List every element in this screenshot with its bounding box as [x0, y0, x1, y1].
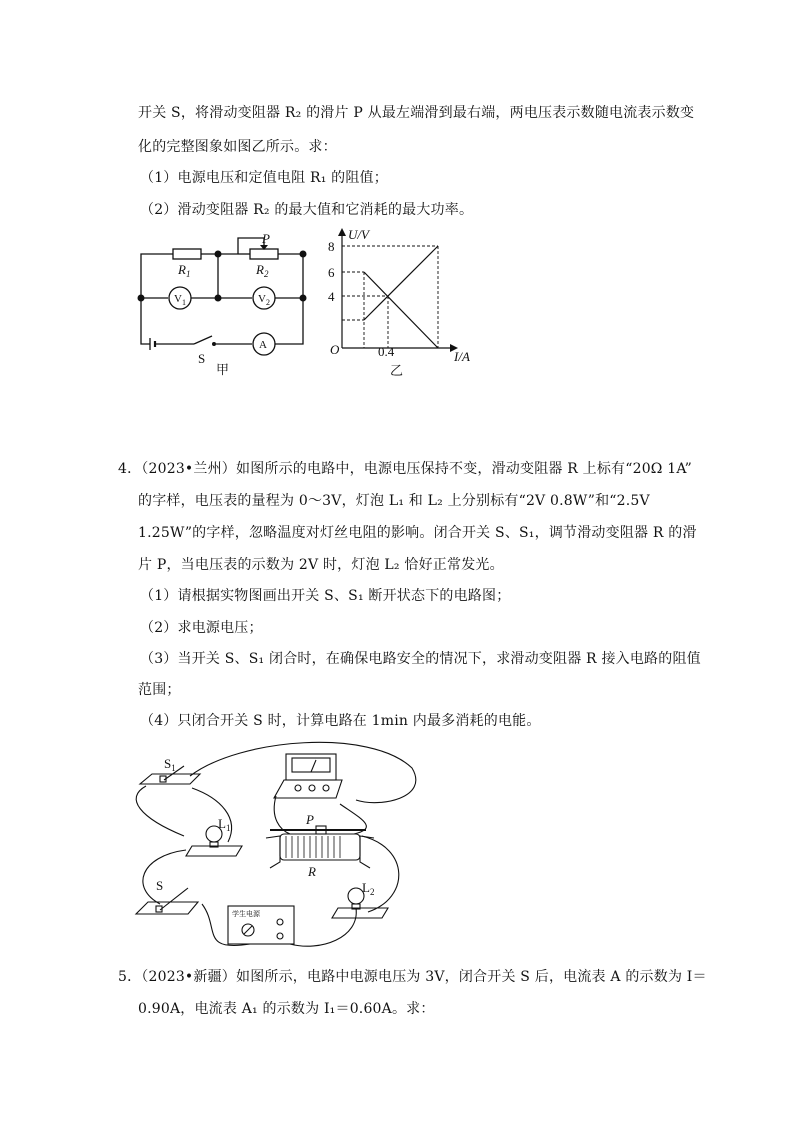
q3-sub1: （1）电源电压和定值电阻 R₁ 的阻值；	[140, 170, 388, 186]
label-v2: V	[258, 293, 266, 305]
svg-text:V2	[258, 293, 270, 307]
resistor-r2	[250, 249, 278, 259]
q4-text-line4: 片 P，当电压表的示数为 2V 时，灯泡 L₂ 恰好正常发光。	[138, 557, 504, 573]
x-axis-label: I/A	[454, 349, 470, 364]
label-rheostat-r: R	[308, 864, 316, 879]
y-tick-8: 8	[328, 239, 335, 254]
q4-text-line1: 4．（2023•兰州）如图所示的电路中，电源电压保持不变，滑动变阻器 R 上标有“20Ω 1A”	[118, 461, 692, 477]
x-tick-0.4: 0.4	[378, 344, 395, 359]
label-r2: R	[256, 262, 264, 277]
switch-s-base	[136, 902, 198, 914]
label-l1-sub: 1	[225, 823, 231, 833]
label-l1: L	[218, 816, 226, 831]
label-p: P	[262, 231, 270, 246]
q4-text-line3: 1.25W”的字样，忽略温度对灯丝电阻的影响。闭合开关 S、S₁，调节滑动变阻器 R 的滑	[138, 525, 697, 541]
circuit-diagram-jia	[128, 228, 318, 378]
q3-sub2: （2）滑动变阻器 R₂ 的最大值和它消耗的最大功率。	[140, 202, 474, 218]
q4-sub2: （2）求电源电压；	[140, 620, 263, 636]
label-l2-sub: 2	[369, 887, 375, 897]
physical-circuit-figure	[130, 738, 420, 954]
caption-yi: 乙	[390, 363, 404, 378]
q4-sub3-cont: 范围；	[138, 682, 181, 698]
q5-text-line1: 5．（2023•新疆）如图所示，电路中电源电压为 3V，闭合开关 S 后，电流表 A 的示数为 I＝	[118, 969, 707, 985]
label-s1: S	[164, 756, 172, 771]
y-axis-label: U/V	[348, 227, 369, 242]
origin-label: O	[330, 342, 340, 357]
q4-sub3: （3）当开关 S、S₁ 闭合时，在确保电路安全的情况下，求滑动变阻器 R 接入电路的阻值	[140, 651, 701, 667]
svg-text:L1	[218, 816, 230, 833]
svg-text:S1	[164, 756, 176, 773]
label-r1-sub: 1	[185, 269, 191, 279]
svg-text:L2	[362, 880, 374, 897]
q4-sub1: （1）请根据实物图画出开关 S、S₁ 断开状态下的电路图；	[140, 588, 511, 604]
label-slider-p: P	[306, 812, 314, 827]
label-s1-sub: 1	[171, 763, 176, 773]
label-v2-sub: 2	[265, 298, 270, 307]
label-r1: R	[178, 262, 186, 277]
q5-text-line2: 0.90A，电流表 A₁ 的示数为 I₁＝0.60A。求：	[138, 1001, 435, 1017]
y-tick-4: 4	[328, 289, 335, 304]
svg-text:R2	[255, 262, 269, 279]
resistor-r1	[173, 249, 201, 259]
label-l2: L	[362, 880, 370, 895]
label-r2-sub: 2	[263, 269, 269, 279]
svg-text:R1	[177, 262, 190, 279]
label-ammeter: A	[259, 339, 267, 351]
y-tick-6: 6	[328, 265, 335, 280]
label-v1: V	[174, 293, 182, 305]
q3-text-line2: 化的完整图象如图乙所示。求：	[138, 139, 337, 155]
q4-sub4: （4）只闭合开关 S 时，计算电路在 1min 内最多消耗的电能。	[140, 713, 541, 729]
caption-jia: 甲	[216, 362, 230, 377]
label-switch-s: S	[198, 351, 206, 366]
q3-text-line1: 开关 S，将滑动变阻器 R₂ 的滑片 P 从最左端滑到最右端，两电压表示数随电流表示数变	[138, 105, 695, 121]
power-supply-label: 学生电源	[232, 910, 260, 918]
label-s: S	[156, 878, 164, 893]
svg-text:V1	[174, 293, 186, 307]
ui-graph-yi	[322, 226, 492, 380]
q4-text-line2: 的字样，电压表的量程为 0～3V，灯泡 L₁ 和 L₂ 上分别标有“2V 0.8W”和“2.5V	[138, 493, 650, 509]
label-v1-sub: 1	[181, 298, 186, 307]
